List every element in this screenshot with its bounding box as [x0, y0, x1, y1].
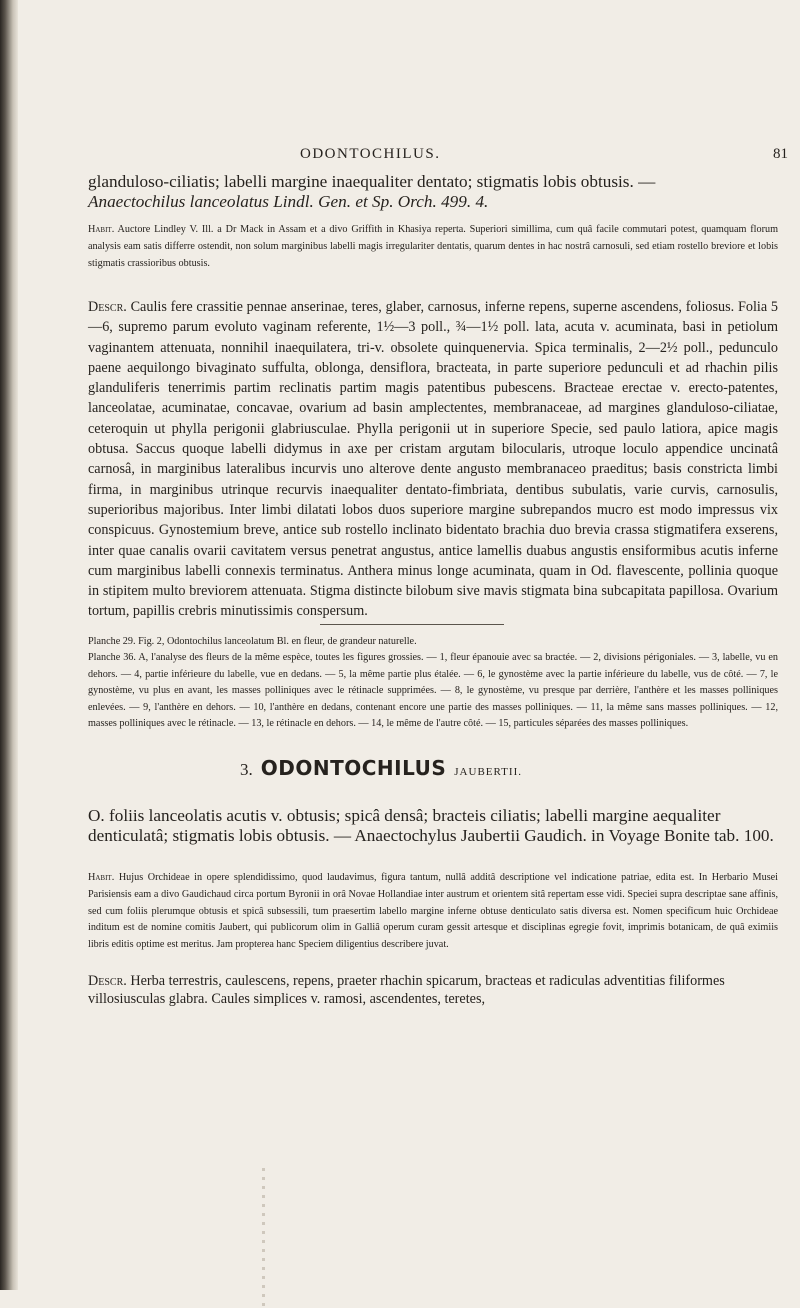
description-text: Caulis fere crassitie pennae anserinae, teres, glaber, carnosus, inferne repens, superne ascendens, foliosus. Folia 5—6, supremo parum evoluto vaginam referente, 1½—3 poll., ¾—1½ poll. lata, acuta v. acuminata, basi in petiolum vaginantem attenuata, nonnihil inaequilatera, tri-v. obsolete quinquenervia. Spica terminalis, 2—2½ poll., pedunculo paene aequilongo bivaginato suffulta, oblonga, densiflora, bracteata, in parte superiore pedunculi et ad rhachin pilis glanduliferis tenerrimis partim reclinatis partim magis patentibus pubescens. Bracteae erectae v. erecto-patentes, lanceolatae, acuminatae, concavae, ovarium ad basin amplectentes, membranaceae, ad margines glanduloso-ciliatae, ceteroquin ut phylla perigonii glabriusculae. Phylla perigonii ut in superiore Specie, sed paulo latiora, apice magis obtusa. Saccus quoque labelli didymus in axe per cristam argutam bilocularis, utroque loculo appendice uncinatâ carnosâ, in marginibus lateralibus incurvis uno alterove dente angusto membranaceo praeditus; basis constricta limbi firma, in marginibus utrinque recurvis inaequaliter dentato-fimbriata, dentibus subulatis, varie curvis, carnosulis, superioribus majoribus. Inter limbi dilatati lobos duos superiore margine subrepandos mucro est modo impressus vix conspicuus. Gynostemium breve, antice sub rostello inclinato bidentato brachia duo brevia crassa stigmatifera exserens, inter quae canalis ovarii cavitatem versus penetrat angustus, antice lamellis duabus angustis ensiformibus acutis inferne cum marginibus labelli connexis terminatus. Anthera minus longe acuminata, quam in Od. flavescente, pollinia quoque in stipitem multo breviorem attenuata. Stigma distincte bilobum sive mavis stigmata bina subcapitata papillosa. Ovarium tortum, papillis crebris minutissimis conspersum.: [88, 299, 779, 620]
habitat-text: Auctore Lindley V. Ill. a Dr Mack in Assam et a divo Griffith in Khasiya reperta. Superiori simillima, cum quâ facile commutari potest, quamquam florum analysis eam satis differre ostendit, non solum marginibus labelli magis irregulariter dentatis, quarum dentes in hac nostrâ carnosuli, sed etiam rostello breviore et lobis stigmatis crassioribus obtusis.: [88, 224, 779, 269]
description-text-2: Herba terrestris, caulescens, repens, praeter rhachin spicarum, bracteas et radiculas adventitias filiformes villosiusculas glabra. Caules simplices v. ramosi, ascendentes, teretes,: [88, 973, 725, 1007]
page-number: 81: [773, 146, 788, 162]
description-label-2: Descr.: [88, 973, 127, 989]
species-number: 3.: [240, 760, 253, 779]
diagnosis-text: glanduloso-ciliatis; labelli margine inaequaliter dentato; stigmatis lobis obtusis. —: [88, 172, 656, 191]
description-paragraph: [88, 297, 778, 622]
running-title: ODONTOCHILUS.: [300, 146, 441, 162]
synonym-citation: Anaectochilus lanceolatus Lindl. Gen. et Sp. Orch. 499. 4.: [88, 192, 489, 211]
species-epithet: JAUBERTII.: [454, 766, 522, 778]
species-heading: [240, 756, 522, 780]
species-diagnosis: [88, 806, 778, 846]
habitat-paragraph-2: [88, 870, 778, 954]
diagnosis-continuation: [88, 172, 778, 212]
habitat-text-2: Hujus Orchideae in opere splendidissimo, quod laudavimus, figura tantum, nullâ additâ descriptione vel indicatione patriae, edita est. In Herbario Musei Parisiensis eam a divo Gaudichaud circa portum Byronii in orâ Novae Hollandiae inter austrum et orientem sitâ repertam esse vidi. Speciei supra descriptae sane affinis, sed cum foliis plerumque obtusis et spicâ subsessili, tum praesertim labello margine inferne obtuse denticulato satis diversa est. Nomen specificum huic Orchideae inditum est de nomine comitis Jaubert, qui publicorum olim in Galliâ operum curam gessit artesque et disciplinas egregie fovit, imprimis botanicam, de quâ eximiis libris editis optime est meritus. Jam propterea hanc Speciem diligentius describere juvat.: [88, 872, 779, 951]
plate-note: Planche 29. Fig. 2, Odontochilus lanceolatum Bl. en fleur, de grandeur naturelle.: [88, 636, 417, 647]
description-paragraph-2: [88, 972, 778, 1008]
plate-note: Planche 36. A, l'analyse des fleurs de la même espèce, toutes les figures grossies. — 1, fleur épanouie avec sa bractée. — 2, divisions périgoniales. — 3, labelle, vu en dehors. — 4, partie inférieure du labelle, vue en dedans. — 5, la même partie plus étalée. — 6, le gynostème avec la partie inférieure du labelle, vus de côté. — 7, le gynostème, vu plus en avant, les masses polliniques avec le rétinacle supprimées. — 8, le gynostème, vu presque par derrière, l'anthère et les masses polliniques enlevées. — 9, l'anthère en dehors. — 10, l'anthère en dedans, contenant encore une partie des masses polliniques. — 11, la même sans masses polliniques. — 12, masses polliniques avec le rétinacle. — 13, le rétinacle en dehors. — 14, le même de l'autre côté. — 15, particules séparées des masses polliniques.: [88, 652, 778, 730]
show-through-marks: [262, 1168, 265, 1308]
habitat-label-2: Habit.: [88, 872, 115, 883]
page-header: [88, 146, 788, 166]
book-spine-shadow: [0, 0, 18, 1290]
plate-notes: [88, 634, 778, 732]
description-label: Descr.: [88, 299, 127, 315]
species-diagnosis-text: O. foliis lanceolatis acutis v. obtusis; spicâ densâ; bracteis ciliatis; labelli margine aequaliter denticulatâ; stigmatis lobis obtusis. — Anaectochylus Jaubertii Gaudich. in Voyage Bonite tab. 100.: [88, 806, 774, 845]
section-divider: [320, 624, 504, 625]
habitat-label: Habit.: [88, 224, 115, 235]
genus-name: ODONTOCHILUS: [260, 756, 447, 780]
habitat-paragraph: [88, 222, 778, 272]
